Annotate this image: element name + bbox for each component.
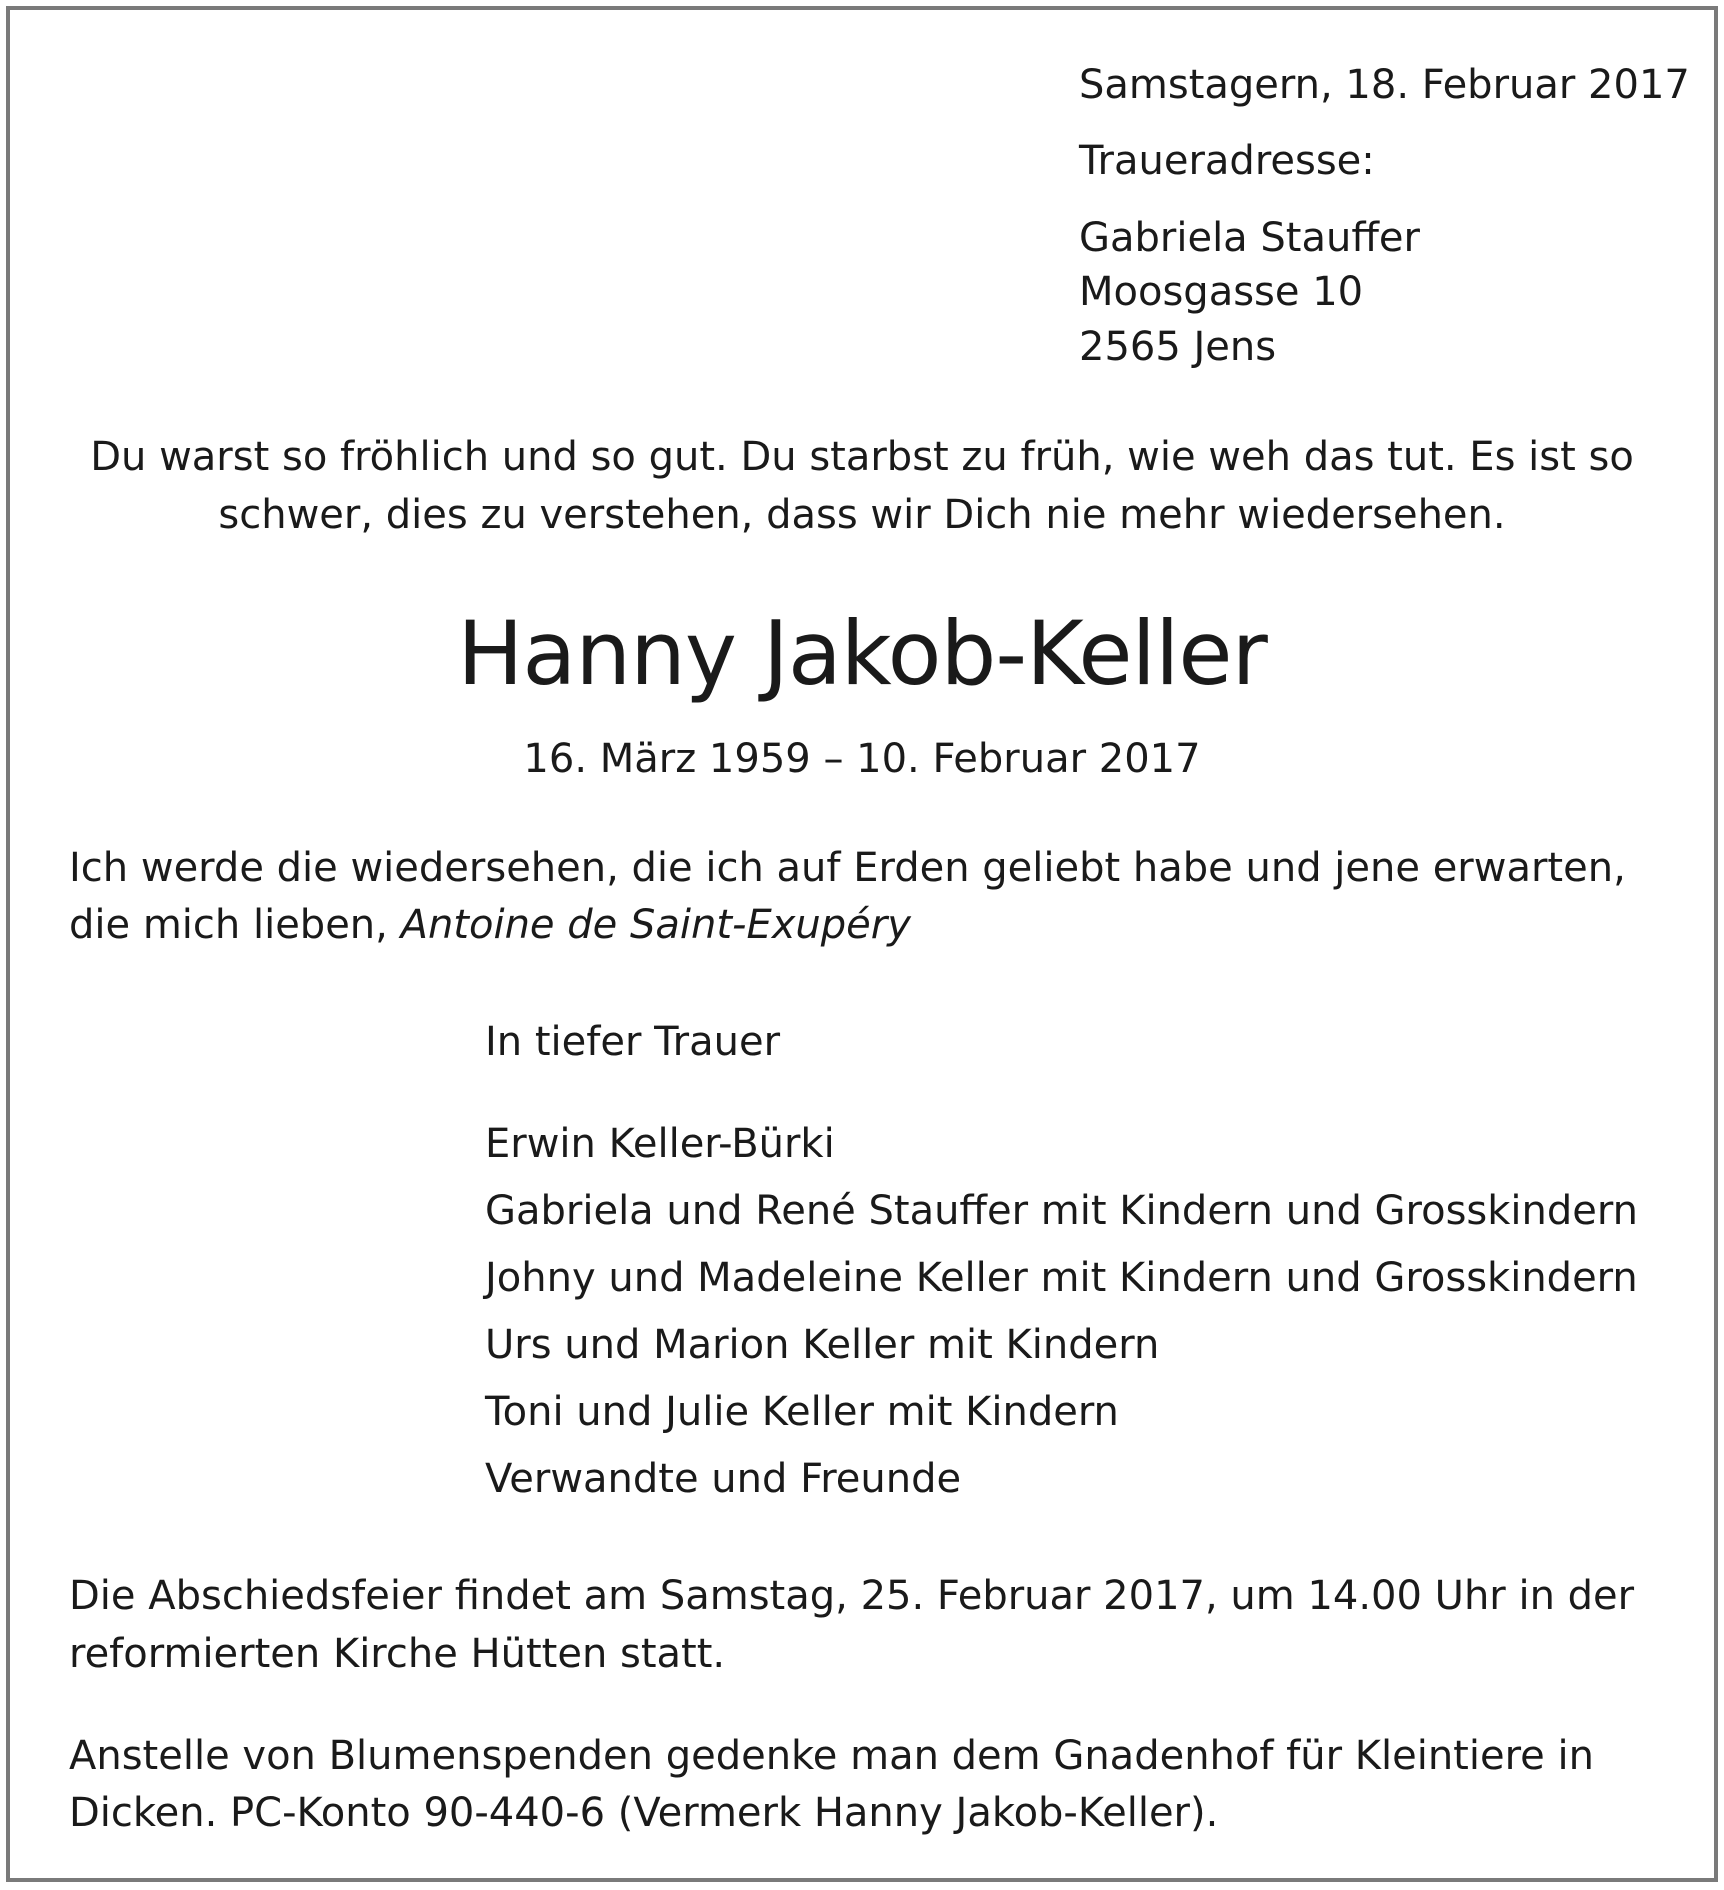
ceremony-line-2: reformierten Kirche Hütten statt.: [69, 1631, 726, 1677]
quote-line-2: [69, 902, 911, 948]
quote-author: Antoine de Saint-Exupéry: [400, 902, 911, 948]
mourner-name: Urs und Marion Keller mit Kindern: [485, 1322, 1160, 1368]
mourner-name: Toni und Julie Keller mit Kindern: [485, 1389, 1119, 1435]
date-line: Samstagern, 18. Februar 2017: [1079, 62, 1690, 108]
address-line-street: Moosgasse 10: [1079, 269, 1364, 315]
mourner-name: Erwin Keller-Bürki: [485, 1121, 835, 1167]
life-dates: 16. März 1959 – 10. Februar 2017: [523, 736, 1201, 782]
mourner-name: Verwandte und Freunde: [485, 1456, 962, 1502]
poem-line-2: schwer, dies zu verstehen, dass wir Dich nie mehr wiedersehen.: [218, 492, 1506, 538]
donation-line-1: Anstelle von Blumenspenden gedenke man dem Gnadenhof für Kleintiere in: [69, 1733, 1594, 1779]
mourner-name: Johny und Madeleine Keller mit Kindern und Grosskindern: [485, 1255, 1638, 1301]
address-line-name: Gabriela Stauffer: [1079, 215, 1420, 261]
donation-line-2: Dicken. PC-Konto 90-440-6 (Vermerk Hanny Jakob-Keller).: [69, 1790, 1219, 1836]
deceased-name: Hanny Jakob-Keller: [457, 602, 1267, 705]
quote-line-1: Ich werde die wiedersehen, die ich auf Erden geliebt habe und jene erwarten,: [69, 845, 1626, 891]
quote-text: die mich lieben,: [69, 902, 401, 948]
mourner-name: Gabriela und René Stauffer mit Kindern und Grosskindern: [485, 1188, 1638, 1234]
mourners-intro: In tiefer Trauer: [485, 1019, 781, 1065]
ceremony-line-1: Die Abschiedsfeier findet am Samstag, 25. Februar 2017, um 14.00 Uhr in der: [69, 1573, 1635, 1619]
poem-line-1: Du warst so fröhlich und so gut. Du starbst zu früh, wie weh das tut. Es ist so: [90, 434, 1634, 480]
address-label: Traueradresse:: [1079, 138, 1375, 184]
address-line-city: 2565 Jens: [1079, 324, 1277, 370]
